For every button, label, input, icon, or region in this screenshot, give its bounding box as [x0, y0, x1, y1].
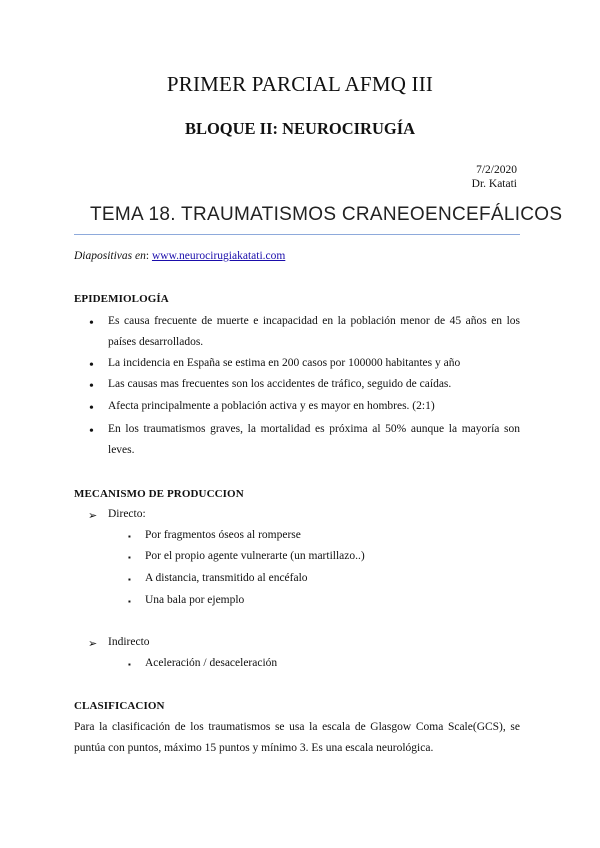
list-item: A distancia, transmitido al encéfalo — [145, 572, 308, 584]
bullet-icon: • — [89, 401, 94, 416]
bullet-icon: • — [89, 316, 94, 331]
list-item: Afecta principalmente a población activa y es mayor en hombres. (2:1) — [108, 400, 435, 412]
topic-title: TEMA 18. TRAUMATISMOS CRANEOENCEFÁLICOS — [90, 204, 563, 225]
list-item: Por el propio agente vulnerarte (un martillazo..) — [145, 550, 365, 562]
list-item: Las causas mas frecuentes son los accidentes de tráfico, seguido de caídas. — [108, 378, 452, 390]
arrow-bullet-icon: ➢ — [88, 638, 98, 650]
mechanism-directo-label: Directo: — [108, 508, 146, 520]
title-divider — [74, 234, 520, 235]
slides-link[interactable]: www.neurocirugiakatati.com — [151, 250, 286, 262]
clasificacion-paragraph: Para la clasificación de los traumatismos se usa la escala de Glasgow Coma Scale(GCS), se puntúa con puntos, máximo 15 puntos y mínimo 3. Es una escala neurológica. — [74, 721, 520, 754]
bullet-icon: • — [89, 379, 94, 394]
list-item: Una bala por ejemplo — [145, 594, 245, 606]
list-item: Aceleración / desaceleración — [145, 657, 278, 669]
slides-separator: : — [145, 250, 152, 262]
document-subtitle: BLOQUE II: NEUROCIRUGÍA — [184, 119, 416, 138]
slides-label: Diapositivas en — [74, 250, 146, 262]
mechanism-indirecto-label: Indirecto — [108, 636, 150, 648]
lecture-date: 7/2/2020 — [476, 164, 517, 176]
slides-reference — [74, 250, 285, 262]
bullet-icon: • — [89, 424, 94, 439]
lecturer-name: Dr. Katati — [471, 178, 517, 190]
list-item: En los traumatismos graves, la mortalidad es próxima al 50% aunque la mayoría son leves. — [108, 423, 520, 456]
square-bullet-icon: ▪ — [128, 575, 131, 584]
square-bullet-icon: ▪ — [128, 660, 131, 669]
bullet-icon: • — [89, 358, 94, 373]
section-heading-mecanismo: MECANISMO DE PRODUCCION — [74, 488, 244, 500]
list-item: Es causa frecuente de muerte e incapacidad en la población menor de 45 años en los países desarrollados. — [108, 315, 520, 348]
square-bullet-icon: ▪ — [128, 597, 131, 606]
section-heading-clasificacion: CLASIFICACION — [74, 700, 165, 712]
square-bullet-icon: ▪ — [128, 553, 131, 562]
list-item: La incidencia en España se estima en 200 casos por 100000 habitantes y año — [108, 357, 461, 369]
section-heading-epidemiologia: EPIDEMIOLOGÍA — [74, 293, 169, 305]
arrow-bullet-icon: ➢ — [88, 510, 98, 522]
document-title: PRIMER PARCIAL AFMQ III — [166, 72, 434, 96]
square-bullet-icon: ▪ — [128, 532, 131, 541]
list-item: Por fragmentos óseos al romperse — [145, 529, 301, 541]
